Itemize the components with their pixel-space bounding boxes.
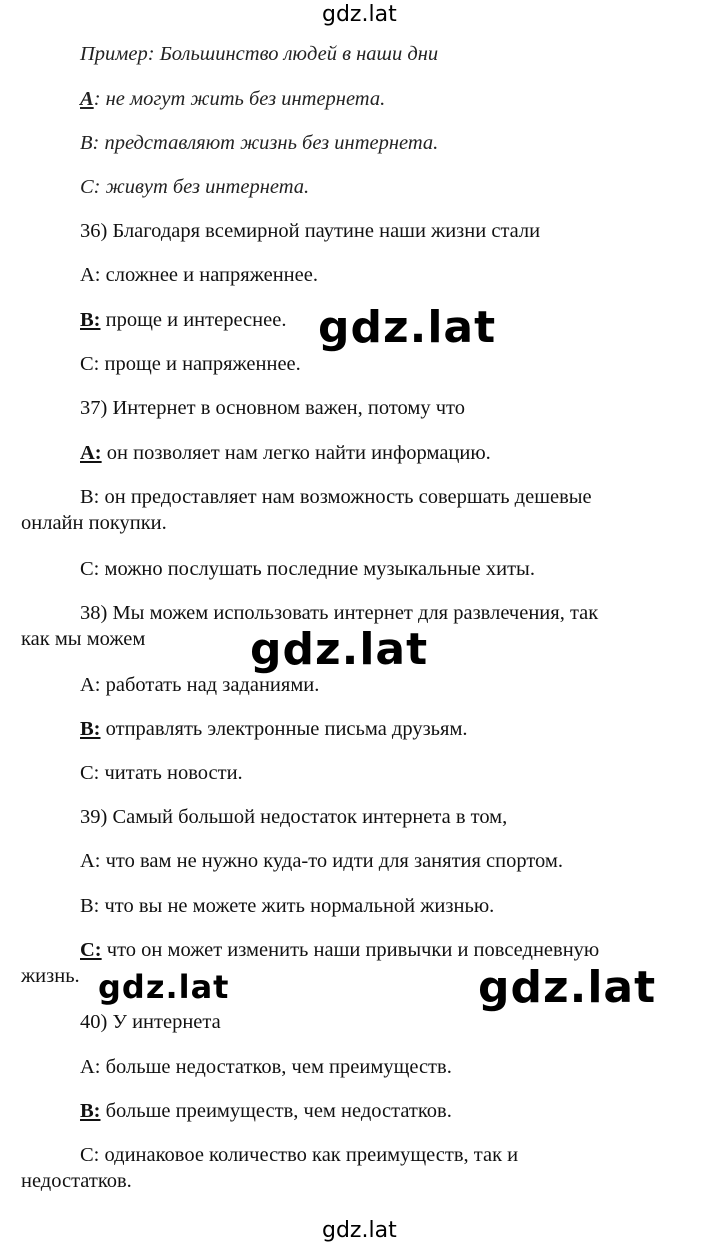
example-option-b: В: представляют жизнь без интернета. [80, 132, 439, 154]
q37-option-b-line1: В: он предоставляет нам возможность совершать дешевые [80, 486, 592, 508]
example-option-a-text: : не могут жить без интернета. [93, 88, 386, 110]
q39-answer-letter-c: С: [80, 939, 102, 961]
q36-question: 36) Благодаря всемирной паутине наши жизни стали [80, 220, 541, 242]
q39-question: 39) Самый большой недостаток интернета в том, [80, 806, 508, 828]
q40-option-c-line1: С: одинаковое количество как преимуществ, так и [80, 1144, 519, 1166]
q36-option-c: С: проще и напряженнее. [80, 353, 301, 375]
q36-option-a: А: сложнее и напряженнее. [80, 264, 318, 286]
q37-option-a-text: он позволяет нам легко найти информацию. [101, 442, 491, 464]
q36-answer-letter-b: В: [80, 309, 101, 331]
watermark-top: gdz.lat [322, 2, 397, 27]
example-option-a [0, 87, 720, 111]
q40-option-c-line2: недостатков. [21, 1170, 132, 1192]
watermark-mid-1: gdz.lat [318, 302, 497, 353]
q40-option-a: А: больше недостатков, чем преимуществ. [80, 1056, 452, 1078]
example-option-c: С: живут без интернета. [80, 176, 310, 198]
q38-question-line2: как мы можем [21, 628, 146, 650]
q38-question-line1: 38) Мы можем использовать интернет для развлечения, так [80, 602, 599, 624]
q37-option-c: С: можно послушать последние музыкальные хиты. [80, 558, 535, 580]
example-prompt: Пример: Большинство людей в наши дни [80, 43, 439, 65]
q38-option-b [0, 717, 720, 741]
q38-option-a: А: работать над заданиями. [80, 674, 320, 696]
q38-option-b-text: отправлять электронные письма друзьям. [100, 718, 468, 740]
watermark-mid-2: gdz.lat [250, 624, 429, 675]
q38-answer-letter-b: В: [80, 718, 101, 740]
q40-option-b-text: больше преимуществ, чем недостатков. [100, 1100, 452, 1122]
q39-option-b: В: что вы не можете жить нормальной жизнью. [80, 895, 495, 917]
q39-option-c-line2: жизнь. [21, 965, 80, 987]
q37-option-b-line2: онлайн покупки. [21, 512, 167, 534]
q37-answer-letter-a: А: [80, 442, 102, 464]
watermark-bottom: gdz.lat [322, 1218, 397, 1243]
q37-question: 37) Интернет в основном важен, потому что [80, 397, 465, 419]
q39-option-c-line1 [0, 938, 720, 962]
q39-option-c-text: что он может изменить наши привычки и повседневную [101, 939, 600, 961]
q39-option-a: А: что вам не нужно куда-то идти для занятия спортом. [80, 850, 564, 872]
q40-option-b [0, 1099, 720, 1123]
q40-question: 40) У интернета [80, 1011, 221, 1033]
q40-answer-letter-b: В: [80, 1100, 101, 1122]
q36-option-b-text: проще и интереснее. [100, 309, 287, 331]
q37-option-a [0, 441, 720, 465]
q38-option-c: С: читать новости. [80, 762, 243, 784]
watermark-left: gdz.lat [98, 968, 230, 1006]
example-answer-letter-a: А [80, 88, 94, 110]
watermark-right: gdz.lat [478, 962, 657, 1013]
